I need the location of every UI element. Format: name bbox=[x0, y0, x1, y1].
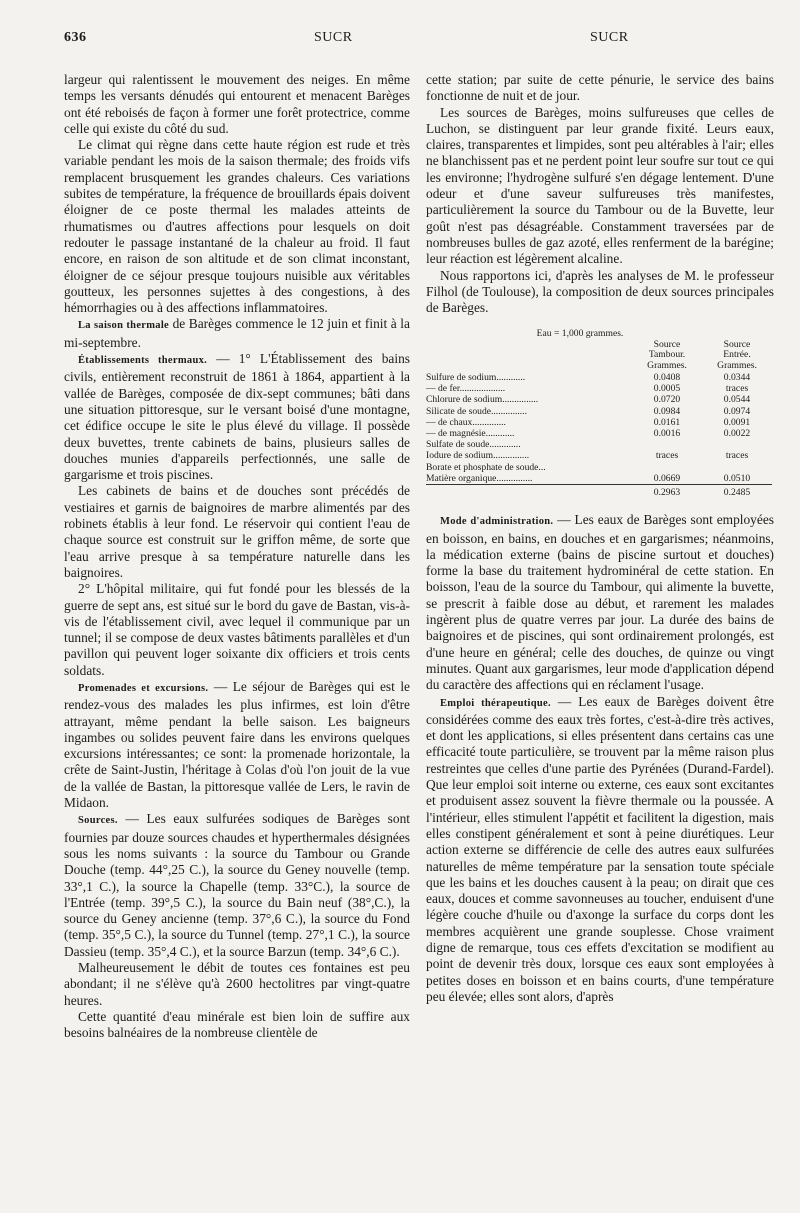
run-in-heading: Établissements thermaux. bbox=[78, 355, 208, 367]
paragraph: Nous rapportons ici, d'après les analyses de M. le professeur Filhol (de Toulouse), la composition de deux sources principales de Barèges. bbox=[426, 267, 774, 316]
cell-entree: 0.0091 bbox=[723, 416, 751, 428]
paragraph-text: — Les eaux de Barèges doivent être considérées comme des eaux très fortes, c'est-à-dire très actives, et dont les applications, si elles présentent dans certains cas une efficacité toute particulière, se trouvent par la même raison plus restreintes que celles d'une partie des Pyrénées (Durand-Fardel). Que leur emploi soit interne ou externe, ces eaux sont excitantes et produisent assez souvent la fièvre thermale ou la poussée. A l'intérieur, elles stimulent l'appétit et facilitent la digestion, mais elles constipent généralement et sont à peine diurétiques. Leur action externe se différencie de celle des autres eaux sulfurées naturelles de même température par la sensation toute spéciale que les bains et les douches causent à la peau; on dirait que ces eaux, douces et comme savonneuses au toucher, enduisent d'une légère couche d'huile ou d'axonge la surface du corps dont les membres acquièrent une grande souplesse. Chose vraiment digne de remarque, tous ces effets d'excitation se modifient au point de devenir très doux, lorsque ces eaux sont employées à petites doses en boisson et en bains courts, d'une température peu élevée; elles sont alors, d'après bbox=[426, 693, 774, 1004]
row-label: Sulfure de sodium............ bbox=[426, 372, 526, 384]
paragraph-text: — Le séjour de Barèges qui est le rendez-vous des malades les plus infirmes, est loin d'être attrayant, même pendant la belle saison. Les baigneurs ingambes ou solides peuvent faire dans les environs quelques excursions intéressantes; ce sont: la promenade horizontale, la crête de Saint-Justin, l'héritage à Colas d'où l'on jouit de la vue de la vallée de Bastan, la pittoresque vallée de Lers, le ravin de Midaon. bbox=[64, 678, 410, 811]
cell-tambour: 0.0408 bbox=[653, 372, 681, 384]
table-row bbox=[426, 462, 772, 473]
run-in-heading: Emploi thérapeutique. bbox=[440, 697, 551, 709]
cell-tambour: 0.0016 bbox=[653, 428, 681, 440]
table-row bbox=[426, 372, 772, 383]
cell-entree: 0.0544 bbox=[723, 394, 751, 406]
row-label: Sulfate de soude............. bbox=[426, 439, 521, 451]
header-line: Grammes. bbox=[647, 360, 687, 372]
cell-entree: 0.0022 bbox=[723, 428, 751, 440]
running-head-right: SUCR bbox=[590, 30, 629, 45]
paragraph: Malheureusement le débit de toutes ces fontaines est peu abondant; il ne s'élève qu'à 2600 hectolitres par vingt-quatre heures. bbox=[64, 960, 410, 1008]
table-row bbox=[426, 428, 772, 439]
total-entree: 0.2485 bbox=[702, 485, 772, 499]
paragraph-text: — 1° L'Établissement des bains civils, entièrement reconstruit de 1861 à 1864, appartient à la vallée de Barèges, composée de dix-sept communes; bâti dans une situation pittoresque, sur le versant boisé d'une montagne, cet édifice occupe le site le plus élevé du village. Il possède deux buvettes, trente cabinets de bains, plusieurs salles de douches munies d'appareils perfectionnés, une salle de gargarisme et trois piscines. bbox=[64, 351, 410, 483]
cell-entree: 0.0344 bbox=[723, 372, 751, 384]
row-label: Silicate de soude............... bbox=[426, 405, 527, 417]
total-tambour: 0.2963 bbox=[632, 485, 702, 499]
table-row bbox=[426, 439, 772, 450]
paragraph-saison bbox=[64, 316, 410, 351]
composition-table-block bbox=[426, 328, 774, 498]
cell-tambour: 0.0984 bbox=[653, 405, 681, 417]
cell-entree: 0.0974 bbox=[723, 405, 751, 417]
paragraph: largeur qui ralentissent le mouvement des neiges. En même temps les versants dénudés qui entourent et menacent Barèges ont été reboisés de façon à former une forêt protectrice, comme celle qui existe du côté du sud. bbox=[64, 72, 410, 136]
header-line: Source bbox=[723, 338, 751, 350]
table-caption: Eau = 1,000 grammes. bbox=[536, 328, 624, 340]
paragraph-text: — Les eaux sulfurées sodiques de Barèges sont fournies par douze sources chaudes et hyperthermales désignées sous les noms suivants : la source du Tambour ou Grande Douche (temp. 44°,25 C.), la source du Geney nouvelle (temp. 33°,1 C.), la source la Chapelle (temp. 33°C.), la source de l'Entrée (temp. 39°,5 C.), la source du Bain neuf (38°,C.), la source du Geney ancienne (temp. 37°,6 C.), la source du Fond (temp. 35°,5 C.), la source du Tunnel (temp. 27°,1 C.), la source Dassieu (temp. 35°,4 C.), et la source Barzun (temp. 34°,6 C.). bbox=[64, 811, 410, 959]
right-column bbox=[426, 72, 774, 1005]
cell-tambour: 0.0005 bbox=[653, 383, 681, 395]
paragraph-sources bbox=[64, 811, 410, 960]
row-label: — de magnésie............ bbox=[426, 428, 515, 440]
table-row bbox=[426, 450, 772, 461]
total-label-blank bbox=[426, 485, 632, 499]
paragraph-mode bbox=[426, 512, 774, 693]
run-in-heading: La saison thermale bbox=[78, 320, 170, 332]
cell-tambour: traces bbox=[655, 450, 679, 462]
cell-entree: 0.0510 bbox=[723, 472, 751, 484]
paragraph-etablissements bbox=[64, 351, 410, 483]
run-in-heading: Promenades et excursions. bbox=[78, 682, 209, 694]
cell-tambour bbox=[632, 439, 702, 450]
paragraph-text: de Barèges commence le 12 juin et finit à la mi-septembre. bbox=[64, 316, 410, 350]
table-row bbox=[426, 383, 772, 394]
row-label: Matière organique............... bbox=[426, 472, 533, 484]
header-line: Grammes. bbox=[717, 360, 757, 372]
table-row bbox=[426, 394, 772, 405]
page-header bbox=[64, 30, 736, 54]
cell-tambour: 0.0720 bbox=[653, 394, 681, 406]
paragraph: cette station; par suite de cette pénurie, le service des bains fonctionne de nuit et de jour. bbox=[426, 72, 774, 104]
header-line: Tambour. bbox=[648, 349, 686, 361]
row-label: Iodure de sodium............... bbox=[426, 450, 530, 462]
row-label: Borate et phosphate de soude... bbox=[426, 461, 546, 473]
page-number: 636 bbox=[64, 30, 87, 45]
row-label: Chlorure de sodium............... bbox=[426, 394, 539, 406]
row-label: — de fer................... bbox=[426, 383, 506, 395]
paragraph: Les cabinets de bains et de douches sont précédés de vestiaires et garnis de baignoires de marbre alimentés par des robinets établis à leur fond. Le réservoir qui contient l'eau de chaque source est construit sur le griffon même, de sorte que l'eau arrive presque à sa température naturelle dans les baignoires. bbox=[64, 483, 410, 580]
column-header-tambour bbox=[632, 340, 702, 372]
paragraph: 2° L'hôpital militaire, qui fut fondé pour les blessés de la guerre de sept ans, est situé sur le bord du gave de Bastan, vis-à-vis de l'établissement civil, avec lequel il communique par un tunnel; il se compose de deux vastes bâtiments parallèles et d'un pavillon qui peuvent loger soixante dix officiers et trois cents soldats. bbox=[64, 581, 410, 678]
paragraph: Les sources de Barèges, moins sulfureuses que celles de Luchon, se distinguent par leur grande fixité. Leurs eaux, claires, transparentes et limpides, sont peu altérables à l'air; elles ne blanchissent pas et ne perdent point leur soufre sur tout ce qui les environne; l'hydrogène sulfuré s'en dégage lentement. D'une odeur et d'une saveur sulfureuses très manifestes, particulièrement la source du Tambour ou de la Buvette, leur goût n'est pas désagréable. Constamment traversées par de nombreuses bulles de gaz azoté, elles renferment de la barégine; leur réaction est légèrement alcaline. bbox=[426, 104, 774, 267]
table-row bbox=[426, 473, 772, 485]
run-in-heading: Mode d'administration. bbox=[440, 516, 554, 528]
header-line: Source bbox=[653, 338, 681, 350]
run-in-heading: Sources. bbox=[78, 815, 118, 827]
paragraph-promenades bbox=[64, 679, 410, 811]
cell-entree bbox=[702, 462, 772, 473]
header-line: Entrée. bbox=[723, 349, 751, 361]
composition-table bbox=[426, 340, 772, 499]
cell-entree bbox=[702, 439, 772, 450]
table-row bbox=[426, 406, 772, 417]
paragraph: Le climat qui règne dans cette haute région est rude et très variable pendant les mois de la saison thermale; des froids vifs remplacent brusquement les grandes chaleurs. Ces variations subites de température, la fréquence de brouillards épais doivent éloigner de ce poste thermal les malades atteints de rhumatismes ou d'autres affections pour lesquels on doit redouter le passage instantané de la chaleur au froid. Il faut encore, en raison de son altitude et de son climat inconstant, éloigner de ce séjour presque toujours nuisible aux véritables goutteux, les personnes sujettes à des congestions, à des hémorrhagies ou à des affections inflammatoires. bbox=[64, 137, 410, 316]
column-header-entree bbox=[702, 340, 772, 372]
cell-entree: traces bbox=[725, 450, 749, 462]
running-head-left: SUCR bbox=[314, 30, 353, 45]
paragraph-emploi bbox=[426, 694, 774, 1006]
row-label: — de chaux.............. bbox=[426, 416, 506, 428]
table-header-blank bbox=[426, 340, 632, 372]
paragraph: Cette quantité d'eau minérale est bien loin de suffire aux besoins balnéaires de la nombreuse clientèle de bbox=[64, 1008, 410, 1041]
paragraph-text: — Les eaux de Barèges sont employées en boisson, en bains, en douches et en gargarismes; néanmoins, la médication externe (bains de piscine surtout et douches) forme la base du traitement hydrominéral de cette station. En boisson, l'eau de la source du Tambour, qui alimente la buvette, se prescrit à faible dose au début, et rarement les malades ingèrent plus de quatre verres par jour. La durée des bains de baignoires et de piscines, qui sont ordinairement prolongés, est d'une heure en général; celle des douches, de quinze ou vingt minutes. Quant aux gargarismes, leur mode d'application dépend du caractère des affections qui en réclament l'usage. bbox=[426, 512, 774, 693]
cell-tambour bbox=[632, 462, 702, 473]
table-total-row bbox=[426, 485, 772, 499]
left-column bbox=[64, 72, 410, 1042]
cell-entree: traces bbox=[725, 383, 749, 395]
table-row bbox=[426, 417, 772, 428]
cell-tambour: 0.0161 bbox=[653, 416, 681, 428]
cell-tambour: 0.0669 bbox=[653, 472, 681, 484]
